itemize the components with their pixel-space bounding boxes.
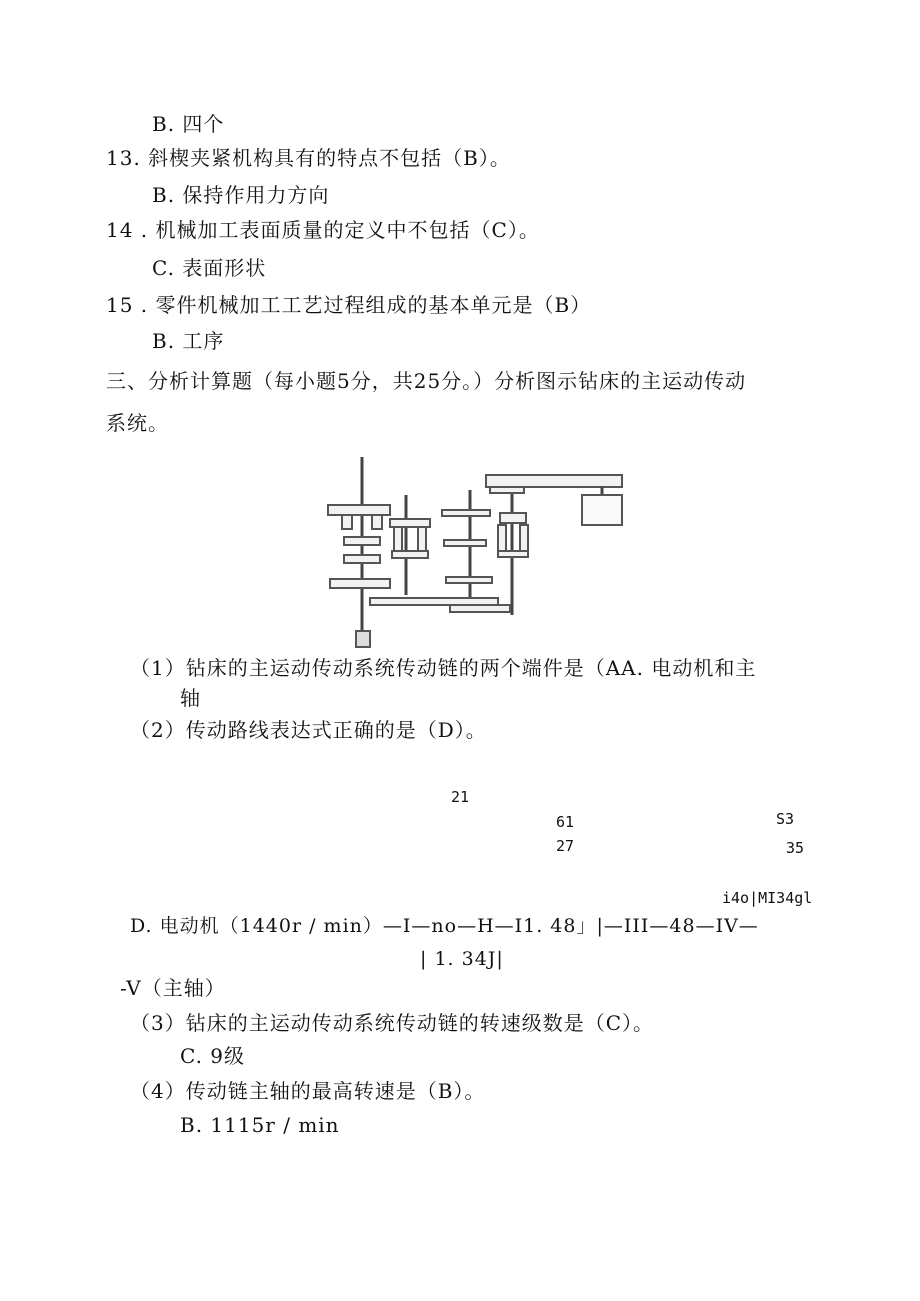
q14-question: 14 . 机械加工表面质量的定义中不包括（C）。 [106,218,540,242]
q13-question: 13. 斜楔夹紧机构具有的特点不包括（B）。 [106,146,511,170]
sub4-question: （4）传动链主轴的最高转速是（B）。 [130,1079,486,1103]
sub2-question: （2）传动路线表达式正确的是（D）。 [130,718,487,742]
formula-num-61: 61 [556,813,575,831]
q15-question: 15 . 零件机械加工工艺过程组成的基本单元是（B） [106,293,592,317]
sub3-answer: C. 9级 [180,1044,246,1068]
q15-answer: B. 工序 [152,329,225,353]
formula-num-s3: S3 [776,810,795,828]
formula-main: D. 电动机（1440r / min）—I—no—H—I1. 48」|—III—48—IV— [130,915,759,937]
section3-heading-cont: 系统。 [106,411,169,435]
formula-sub: | 1. 34J| [420,948,504,970]
sub3-question: （3）钻床的主运动传动系统传动链的转速级数是（C）。 [130,1011,655,1035]
formula-ratio-label: i4o|MI34gl [722,889,813,907]
transmission-diagram-svg [320,455,625,650]
sub1-question-cont: 轴 [180,686,201,710]
section3-heading: 三、分析计算题（每小题5分，共25分。）分析图示钻床的主运动传动 [106,369,747,393]
q13-answer: B. 保持作用力方向 [152,183,330,207]
drill-transmission-diagram [320,455,625,650]
q12-answer: B. 四个 [152,112,225,136]
formula-tail: -V（主轴） [120,976,226,1000]
sub1-question: （1）钻床的主运动传动系统传动链的两个端件是（AA. 电动机和主 [130,656,757,680]
formula-num-21: 21 [451,788,470,806]
formula-num-27: 27 [556,837,575,855]
sub4-answer: B. 1115r / min [180,1113,340,1137]
q14-answer: C. 表面形状 [152,256,267,280]
formula-num-35: 35 [786,839,805,857]
